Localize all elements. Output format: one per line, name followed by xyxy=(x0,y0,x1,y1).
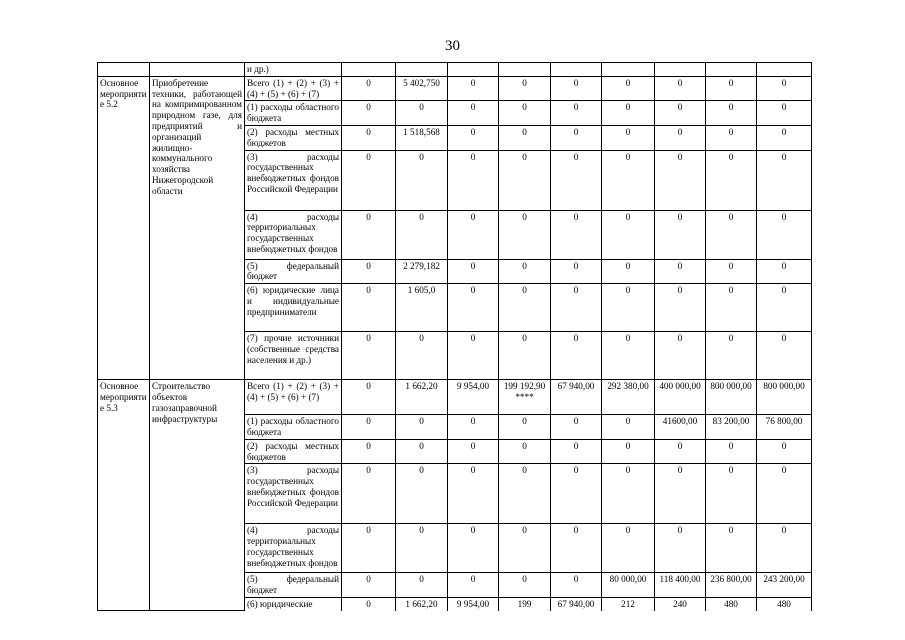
value-cell: 2 279,182 xyxy=(396,259,448,284)
value-cell: 0 xyxy=(342,101,396,126)
value-cell: 0 xyxy=(757,332,812,380)
value-cell: 0 xyxy=(706,524,757,573)
value-cell: 0 xyxy=(551,259,602,284)
value-cell: 1 662,20 xyxy=(396,597,448,610)
value-cell: 0 xyxy=(655,76,706,101)
continuation-empty-cell xyxy=(150,63,245,77)
value-cell: 0 xyxy=(602,125,655,150)
value-cell: 0 xyxy=(499,284,551,332)
value-cell: 0 xyxy=(448,415,499,440)
value-cell: 0 xyxy=(499,125,551,150)
continuation-empty-cell xyxy=(98,63,150,77)
value-cell: 0 xyxy=(655,439,706,464)
value-cell: 0 xyxy=(757,464,812,524)
funding-source-label: (5) федеральный бюджет xyxy=(245,573,342,598)
value-cell: 0 xyxy=(757,76,812,101)
value-cell: 292 380,00 xyxy=(602,380,655,415)
value-cell: 0 xyxy=(602,150,655,210)
value-cell: 0 xyxy=(448,101,499,126)
continuation-empty-cell xyxy=(448,63,499,77)
value-cell: 0 xyxy=(655,259,706,284)
value-cell: 236 800,00 xyxy=(706,573,757,598)
funding-source-label: Всего (1) + (2) + (3) + (4) + (5) + (6) + (7) xyxy=(245,76,342,101)
value-cell: 0 xyxy=(602,439,655,464)
value-cell: 0 xyxy=(499,415,551,440)
value-cell: 0 xyxy=(499,573,551,598)
value-cell: 0 xyxy=(655,284,706,332)
funding-source-label: (5) федеральный бюджет xyxy=(245,259,342,284)
funding-source-label: Всего (1) + (2) + (3) + (4) + (5) + (6) + (7) xyxy=(245,380,342,415)
value-cell: 0 xyxy=(551,284,602,332)
funding-source-label: (1) расходы областного бюджета xyxy=(245,415,342,440)
continuation-text: и др.) xyxy=(245,63,342,77)
value-cell: 5 402,750 xyxy=(396,76,448,101)
continuation-row xyxy=(98,63,812,77)
value-cell: 240 xyxy=(655,597,706,610)
value-cell: 0 xyxy=(499,210,551,259)
value-cell: 0 xyxy=(448,524,499,573)
funding-source-label: (1) расходы областного бюджета xyxy=(245,101,342,126)
value-cell: 480 xyxy=(757,597,812,610)
financing-table xyxy=(97,62,812,611)
value-cell: 0 xyxy=(706,150,757,210)
value-cell: 0 xyxy=(396,439,448,464)
continuation-empty-cell xyxy=(602,63,655,77)
value-cell: 0 xyxy=(655,524,706,573)
value-cell: 0 xyxy=(706,101,757,126)
value-cell: 0 xyxy=(499,439,551,464)
value-cell: 80 000,00 xyxy=(602,573,655,598)
value-cell: 0 xyxy=(396,464,448,524)
value-cell: 0 xyxy=(396,415,448,440)
value-cell: 212 xyxy=(602,597,655,610)
value-cell: 243 200,00 xyxy=(757,573,812,598)
value-cell: 0 xyxy=(342,415,396,440)
value-cell: 0 xyxy=(551,332,602,380)
value-cell: 0 xyxy=(706,439,757,464)
value-cell: 1 518,568 xyxy=(396,125,448,150)
value-cell: 0 xyxy=(551,464,602,524)
value-cell: 0 xyxy=(342,259,396,284)
value-cell: 0 xyxy=(757,284,812,332)
funding-source-label: (4) расходы территориальных государственных внебюджетных фондов xyxy=(245,210,342,259)
value-cell: 0 xyxy=(499,464,551,524)
event-name-cell: Основное мероприятие 5.2 xyxy=(98,76,150,379)
value-cell: 480 xyxy=(706,597,757,610)
value-cell: 0 xyxy=(342,332,396,380)
funding-source-label: (7) прочие источники (собственные средства населения и др.) xyxy=(245,332,342,380)
continuation-empty-cell xyxy=(499,63,551,77)
event-title-cell: Приобретение техники, работающей на компримированном природном газе, для предприятий и организаций жилищно-коммунального хозяйства Нижегородской области xyxy=(150,76,245,379)
value-cell: 0 xyxy=(706,464,757,524)
value-cell: 0 xyxy=(551,150,602,210)
value-cell: 0 xyxy=(396,332,448,380)
value-cell: 0 xyxy=(551,439,602,464)
value-cell: 0 xyxy=(551,524,602,573)
continuation-empty-cell xyxy=(396,63,448,77)
continuation-empty-cell xyxy=(551,63,602,77)
value-cell: 0 xyxy=(655,332,706,380)
value-cell: 0 xyxy=(551,101,602,126)
value-cell: 0 xyxy=(448,439,499,464)
value-cell: 0 xyxy=(551,76,602,101)
value-cell: 0 xyxy=(655,150,706,210)
value-cell: 0 xyxy=(655,210,706,259)
value-cell: 0 xyxy=(706,76,757,101)
value-cell: 0 xyxy=(551,573,602,598)
table-row xyxy=(98,76,812,101)
funding-source-label: (3) расходы государственных внебюджетных фондов Российской Федерации xyxy=(245,464,342,524)
event-title-cell: Строительство объектов газозаправочной инфраструктуры xyxy=(150,380,245,611)
value-cell: 0 xyxy=(602,210,655,259)
funding-source-label: (2) расходы местных бюджетов xyxy=(245,125,342,150)
value-cell: 0 xyxy=(706,125,757,150)
funding-source-label: (3) расходы государственных внебюджетных фондов Российской Федерации xyxy=(245,150,342,210)
value-cell: 0 xyxy=(342,210,396,259)
funding-source-label: (6) юридические лица и индивидуальные предприниматели xyxy=(245,284,342,332)
value-cell: 41600,00 xyxy=(655,415,706,440)
value-cell: 0 xyxy=(342,464,396,524)
value-cell: 0 xyxy=(342,284,396,332)
value-cell: 0 xyxy=(602,332,655,380)
value-cell: 0 xyxy=(499,259,551,284)
continuation-empty-cell xyxy=(757,63,812,77)
value-cell: 0 xyxy=(342,76,396,101)
value-cell: 0 xyxy=(499,524,551,573)
value-cell: 0 xyxy=(342,439,396,464)
value-cell: 0 xyxy=(396,150,448,210)
value-cell: 0 xyxy=(551,210,602,259)
value-cell: 1 605,0 xyxy=(396,284,448,332)
value-cell: 0 xyxy=(602,101,655,126)
value-cell: 9 954,00 xyxy=(448,597,499,610)
value-cell: 0 xyxy=(342,125,396,150)
value-cell: 0 xyxy=(757,210,812,259)
value-cell: 0 xyxy=(448,332,499,380)
value-cell: 0 xyxy=(499,76,551,101)
value-cell: 0 xyxy=(602,415,655,440)
value-cell: 0 xyxy=(342,150,396,210)
value-cell: 0 xyxy=(757,125,812,150)
value-cell: 0 xyxy=(342,380,396,415)
value-cell: 0 xyxy=(757,259,812,284)
value-cell: 0 xyxy=(706,259,757,284)
value-cell: 0 xyxy=(655,125,706,150)
value-cell: 0 xyxy=(602,284,655,332)
continuation-empty-cell xyxy=(342,63,396,77)
value-cell: 0 xyxy=(448,573,499,598)
value-cell: 0 xyxy=(448,125,499,150)
value-cell: 0 xyxy=(396,210,448,259)
value-cell: 0 xyxy=(551,125,602,150)
event-name-cell: Основное мероприятие 5.3 xyxy=(98,380,150,611)
page-number: 30 xyxy=(445,38,460,54)
value-cell: 0 xyxy=(448,259,499,284)
value-cell: 0 xyxy=(448,76,499,101)
value-cell: 0 xyxy=(602,524,655,573)
value-cell: 0 xyxy=(757,524,812,573)
value-cell: 0 xyxy=(706,332,757,380)
value-cell: 0 xyxy=(448,210,499,259)
value-cell: 1 662,20 xyxy=(396,380,448,415)
value-cell: 0 xyxy=(448,150,499,210)
value-cell: 0 xyxy=(342,597,396,610)
funding-source-label: (6) юридические xyxy=(245,597,342,610)
value-cell: 0 xyxy=(602,76,655,101)
value-cell: 0 xyxy=(448,464,499,524)
value-cell: 118 400,00 xyxy=(655,573,706,598)
value-cell: 0 xyxy=(757,150,812,210)
continuation-empty-cell xyxy=(706,63,757,77)
value-cell: 0 xyxy=(499,150,551,210)
funding-source-label: (2) расходы местных бюджетов xyxy=(245,439,342,464)
value-cell: 0 xyxy=(655,464,706,524)
value-cell: 400 000,00 xyxy=(655,380,706,415)
value-cell: 0 xyxy=(706,284,757,332)
value-cell: 0 xyxy=(499,101,551,126)
value-cell: 0 xyxy=(342,524,396,573)
continuation-empty-cell xyxy=(655,63,706,77)
value-cell: 0 xyxy=(396,573,448,598)
value-cell: 199 192,90 **** xyxy=(499,380,551,415)
value-cell: 0 xyxy=(602,464,655,524)
value-cell: 0 xyxy=(551,415,602,440)
value-cell: 9 954,00 xyxy=(448,380,499,415)
value-cell: 199 xyxy=(499,597,551,610)
value-cell: 0 xyxy=(757,439,812,464)
value-cell: 0 xyxy=(448,284,499,332)
value-cell: 0 xyxy=(396,524,448,573)
value-cell: 800 000,00 xyxy=(706,380,757,415)
value-cell: 0 xyxy=(757,101,812,126)
value-cell: 800 000,00 xyxy=(757,380,812,415)
value-cell: 0 xyxy=(655,101,706,126)
funding-source-label: (4) расходы территориальных государственных внебюджетных фондов xyxy=(245,524,342,573)
value-cell: 83 200,00 xyxy=(706,415,757,440)
value-cell: 0 xyxy=(396,101,448,126)
value-cell: 0 xyxy=(342,573,396,598)
table-row xyxy=(98,380,812,415)
value-cell: 67 940,00 xyxy=(551,380,602,415)
value-cell: 0 xyxy=(602,259,655,284)
value-cell: 67 940,00 xyxy=(551,597,602,610)
value-cell: 76 800,00 xyxy=(757,415,812,440)
value-cell: 0 xyxy=(706,210,757,259)
value-cell: 0 xyxy=(499,332,551,380)
